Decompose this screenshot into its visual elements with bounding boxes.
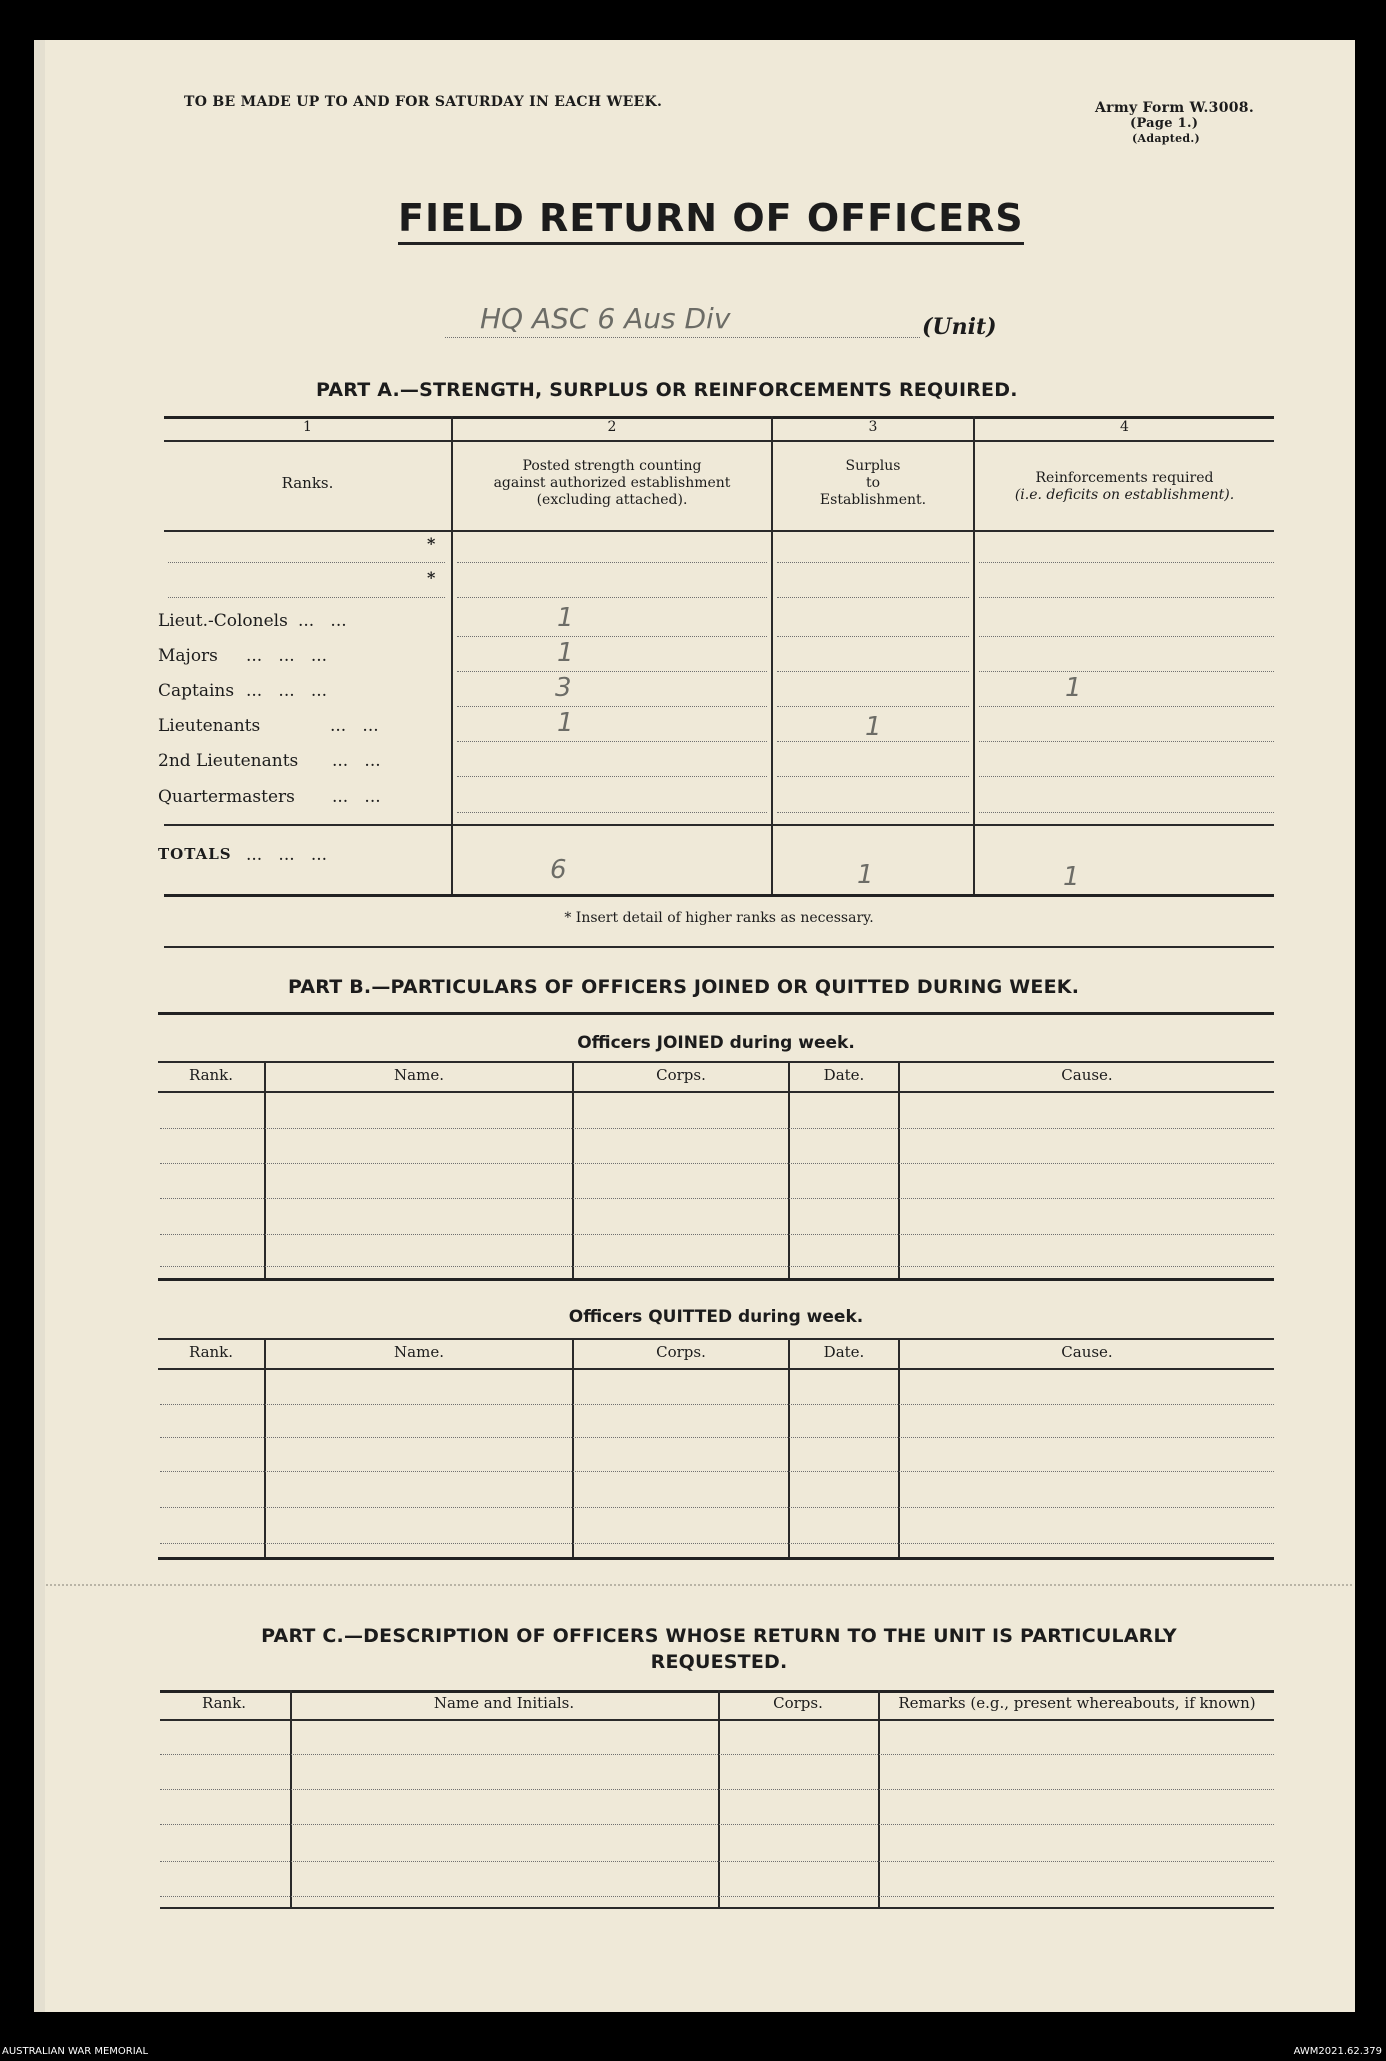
- posted-header-line: (excluding attached).: [536, 491, 688, 508]
- part-c-bottom-rule: [160, 1907, 1274, 1909]
- partc-row-line: [160, 1896, 1274, 1897]
- joined-row-line: [160, 1128, 1274, 1129]
- row-line: [979, 812, 1274, 813]
- col-number: 4: [1120, 419, 1129, 435]
- surplus-header-line: Surplus: [845, 458, 901, 474]
- partc-col-remarks: Remarks (e.g., present whereabouts, if known): [898, 1694, 1256, 1712]
- partc-col-divider: [290, 1690, 292, 1908]
- row-line: [457, 562, 767, 563]
- quitted-row-line: [160, 1543, 1274, 1544]
- quitted-col-divider: [264, 1338, 266, 1558]
- joined-title: Officers JOINED during week.: [577, 1033, 855, 1053]
- posted-value: 1: [557, 638, 574, 668]
- rank-label: Captains: [158, 681, 235, 701]
- posted-header-line: Posted strength counting: [522, 458, 702, 474]
- form-page-number: (Page 1.): [1130, 116, 1199, 131]
- row-line: [457, 597, 767, 598]
- rank-label: Lieutenants: [158, 716, 261, 736]
- row-line: [777, 562, 969, 563]
- row-line: [979, 741, 1274, 742]
- unit-line: [445, 337, 920, 338]
- totals-posted: 6: [550, 855, 567, 885]
- surplus-header: [773, 458, 973, 508]
- rank-dots: ... ... ...: [246, 681, 328, 701]
- reinf-header-line: Reinforcements required: [1035, 470, 1214, 486]
- row-line: [457, 671, 767, 672]
- rank-dots: ... ...: [332, 787, 381, 807]
- quitted-header-rule: [158, 1368, 1274, 1370]
- quitted-bottom-rule: [158, 1557, 1274, 1560]
- row-line: [979, 706, 1274, 707]
- row-line: [979, 671, 1274, 672]
- form-page: [45, 40, 1355, 2012]
- row-line: [979, 776, 1274, 777]
- ranks-header: Ranks.: [281, 474, 334, 492]
- joined-col-cause: Cause.: [1061, 1066, 1113, 1084]
- joined-header-rule: [158, 1091, 1274, 1093]
- row-line: [457, 636, 767, 637]
- row-line: [777, 812, 969, 813]
- joined-top-rule: [158, 1061, 1274, 1063]
- row-line: [457, 776, 767, 777]
- unit-value: HQ ASC 6 Aus Div: [480, 302, 731, 335]
- rank-label: Majors: [158, 646, 218, 666]
- surplus-value: 1: [865, 712, 882, 742]
- totals-reinf: 1: [1063, 862, 1080, 892]
- quitted-col-name: Name.: [394, 1343, 444, 1361]
- joined-col-divider: [788, 1061, 790, 1279]
- row-line: [777, 741, 969, 742]
- quitted-col-rank: Rank.: [188, 1343, 234, 1361]
- rank-write-line: [168, 562, 445, 563]
- row-line: [979, 597, 1274, 598]
- row-line: [457, 812, 767, 813]
- posted-header: [453, 458, 771, 508]
- partc-col-divider: [718, 1690, 720, 1908]
- part-a-footnote: * Insert detail of higher ranks as necessary.: [564, 910, 874, 926]
- totals-surplus: 1: [857, 860, 874, 890]
- quitted-title: Officers QUITTED during week.: [568, 1307, 864, 1327]
- joined-row-line: [160, 1198, 1274, 1199]
- row-line: [457, 706, 767, 707]
- joined-row-line: [160, 1234, 1274, 1235]
- joined-col-name: Name.: [394, 1066, 444, 1084]
- row-line: [979, 636, 1274, 637]
- part-b-title: PART B.—PARTICULARS OF OFFICERS JOINED OR QUITTED DURING WEEK.: [288, 976, 1080, 998]
- form-id: Army Form W.3008.: [1095, 100, 1254, 116]
- reinf-header: [975, 470, 1274, 504]
- part-c-top-rule: [160, 1690, 1274, 1693]
- part-a-separator: [164, 946, 1274, 948]
- row-line: [777, 706, 969, 707]
- col-number: 3: [868, 419, 878, 435]
- partc-col-corps: Corps.: [773, 1694, 823, 1712]
- quitted-col-cause: Cause.: [1061, 1343, 1113, 1361]
- rank-dots: ... ...: [332, 751, 381, 771]
- joined-col-divider: [572, 1061, 574, 1279]
- partc-col-divider: [878, 1690, 880, 1908]
- asterisk-mark: *: [427, 534, 436, 553]
- posted-value: 3: [555, 673, 572, 703]
- rank-dots: ... ...: [330, 716, 379, 736]
- part-c-title-line: REQUESTED.: [650, 1650, 788, 1673]
- rank-label: Quartermasters: [158, 787, 295, 807]
- unit-label: (Unit): [922, 314, 997, 340]
- asterisk-mark: *: [427, 568, 436, 587]
- row-line: [777, 636, 969, 637]
- surplus-header-line: to: [865, 474, 881, 491]
- part-a-title: PART A.—STRENGTH, SURPLUS OR REINFORCEMENTS REQUIRED.: [316, 379, 1018, 401]
- part-c-header-rule: [160, 1719, 1274, 1721]
- partc-col-name: Name and Initials.: [433, 1694, 575, 1712]
- row-line: [979, 562, 1274, 563]
- joined-row-line: [160, 1163, 1274, 1164]
- partc-row-line: [160, 1861, 1274, 1862]
- surplus-header-line: Establishment.: [819, 491, 927, 508]
- quitted-row-line: [160, 1437, 1274, 1438]
- row-line: [777, 671, 969, 672]
- part-b-top-rule: [158, 1012, 1274, 1015]
- totals-dots: ... ... ...: [246, 845, 328, 865]
- form-adapted: (Adapted.): [1132, 132, 1201, 145]
- joined-col-corps: Corps.: [656, 1066, 706, 1084]
- rank-write-line: [168, 597, 445, 598]
- quitted-row-line: [160, 1507, 1274, 1508]
- partc-row-line: [160, 1754, 1274, 1755]
- reinf-value: 1: [1065, 673, 1082, 703]
- instruction-text: TO BE MADE UP TO AND FOR SATURDAY IN EACH WEEK.: [184, 94, 663, 110]
- joined-col-divider: [264, 1061, 266, 1279]
- quitted-col-corps: Corps.: [656, 1343, 706, 1361]
- col-number: 2: [607, 419, 617, 435]
- part-c-title: [164, 1624, 1274, 1675]
- rank-label: Lieut.-Colonels: [158, 611, 288, 631]
- joined-col-divider: [898, 1061, 900, 1279]
- row-line: [777, 776, 969, 777]
- partc-row-line: [160, 1824, 1274, 1825]
- footer-accession: AWM2021.62.379: [1293, 2046, 1382, 2057]
- quitted-col-date: Date.: [823, 1343, 865, 1361]
- col-number: 1: [303, 419, 312, 435]
- joined-col-date: Date.: [823, 1066, 865, 1084]
- perforation-line: [46, 1584, 1352, 1586]
- row-line: [457, 741, 767, 742]
- posted-value: 1: [557, 708, 574, 738]
- part-c-title-line: PART C.—DESCRIPTION OF OFFICERS WHOSE RETURN TO THE UNIT IS PARTICULARLY: [261, 1625, 1177, 1647]
- part-a-bottom-rule: [164, 894, 1274, 897]
- rank-dots: ... ...: [298, 611, 347, 631]
- partc-col-rank: Rank.: [201, 1694, 247, 1712]
- part-a-header-rule: [164, 530, 1274, 532]
- quitted-col-divider: [898, 1338, 900, 1558]
- joined-row-line: [160, 1266, 1274, 1267]
- row-line: [777, 597, 969, 598]
- posted-value: 1: [557, 603, 574, 633]
- part-a-number-rule: [164, 440, 1274, 442]
- part-a-totals-rule: [164, 824, 1274, 826]
- partc-row-line: [160, 1789, 1274, 1790]
- rank-dots: ... ... ...: [246, 646, 328, 666]
- rank-label: 2nd Lieutenants: [158, 751, 299, 771]
- posted-header-line: against authorized establishment: [493, 474, 731, 491]
- page-title: FIELD RETURN OF OFFICERS: [398, 196, 1024, 245]
- quitted-col-divider: [572, 1338, 574, 1558]
- reinf-header-line: (i.e. deficits on establishment).: [1014, 486, 1235, 503]
- quitted-row-line: [160, 1404, 1274, 1405]
- footer-credit: AUSTRALIAN WAR MEMORIAL: [2, 2046, 149, 2057]
- quitted-col-divider: [788, 1338, 790, 1558]
- totals-label: TOTALS: [158, 845, 232, 863]
- quitted-top-rule: [158, 1338, 1274, 1340]
- joined-col-rank: Rank.: [188, 1066, 234, 1084]
- quitted-row-line: [160, 1471, 1274, 1472]
- joined-bottom-rule: [158, 1278, 1274, 1281]
